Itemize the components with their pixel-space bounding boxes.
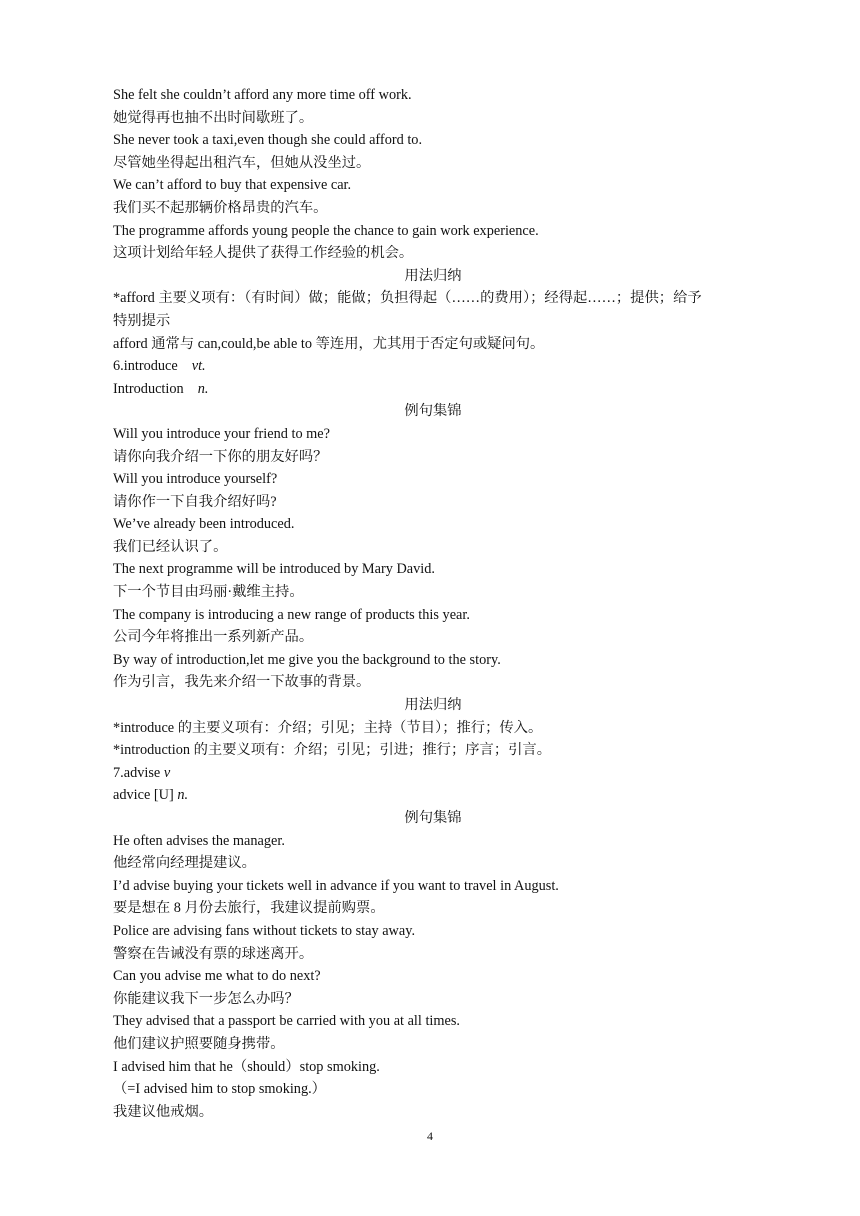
text-line: By way of introduction,let me give you the background to the story. xyxy=(113,651,501,668)
text-line: He often advises the manager. xyxy=(113,832,285,849)
part-of-speech: vt. xyxy=(191,358,206,375)
text-line: The programme affords young people the chance to gain work experience. xyxy=(113,222,539,239)
text-line: Can you advise me what to do next? xyxy=(113,968,321,985)
section-heading: 用法归纳 xyxy=(404,267,462,284)
section-heading: 用法归纳 xyxy=(404,697,462,714)
text-line: 他们建议护照要随身携带。 xyxy=(113,1035,285,1052)
text-line: 请你作一下自我介绍好吗? xyxy=(113,493,277,510)
text-line: *afford 主要义项有：（有时间）做；能做；负担得起（……的费用）；经得起……；提供；给予 xyxy=(113,290,702,307)
text-line: 特别提示 xyxy=(113,312,171,329)
headword: 7.advise xyxy=(113,764,164,781)
text-line: 警察在告诫没有票的球迷离开。 xyxy=(113,945,314,962)
entry-headword xyxy=(113,762,753,785)
section-heading: 例句集锦 xyxy=(404,403,462,420)
text-line: afford 通常与 can,could,be able to 等连用，尤其用于否定句或疑问句。 xyxy=(113,335,545,352)
text-line: 请你向我介绍一下你的朋友好吗？ xyxy=(113,448,328,465)
part-of-speech: v xyxy=(163,764,171,781)
headword: Introduction xyxy=(113,380,184,397)
text-line: *introduction 的主要义项有：介绍；引见；引进；推行；序言；引言。 xyxy=(113,742,552,759)
part-of-speech: n. xyxy=(197,380,209,397)
entry-headword xyxy=(113,784,753,807)
text-line: We can’t afford to buy that expensive car. xyxy=(113,177,352,194)
section-heading: 例句集锦 xyxy=(404,810,462,826)
text-line: 这项计划给年轻人提供了获得工作经验的机会。 xyxy=(113,245,414,262)
text-line: She never took a taxi,even though she could afford to. xyxy=(113,132,423,149)
text-line: I’d advise buying your tickets well in advance if you want to travel in August. xyxy=(113,877,559,894)
headword: advice [U] xyxy=(113,787,178,804)
page-number: 4 xyxy=(427,1129,433,1143)
text-line: She felt she couldn’t afford any more time off work. xyxy=(113,87,412,103)
text-line: 他经常向经理提建议。 xyxy=(113,855,256,872)
text-line: 要是想在 8 月份去旅行，我建议提前购票。 xyxy=(113,900,385,917)
text-line: 尽管她坐得起出租汽车，但她从没坐过。 xyxy=(113,154,371,171)
text-line: 作为引言，我先来介绍一下故事的背景。 xyxy=(113,674,371,691)
text-line: We’ve already been introduced. xyxy=(113,516,295,533)
text-line: 我们已经认识了。 xyxy=(113,538,228,555)
text-line: They advised that a passport be carried with you at all times. xyxy=(113,1013,460,1030)
text-line: Police are advising fans without tickets to stay away. xyxy=(113,922,416,939)
text-line: The next programme will be introduced by Mary David. xyxy=(113,561,435,578)
text-line: （=I advised him to stop smoking.） xyxy=(113,1081,326,1098)
entry-headword xyxy=(113,355,753,378)
text-line: 她觉得再也抽不出时间歇班了。 xyxy=(113,109,314,126)
text-line: 下一个节目由玛丽·戴维主持。 xyxy=(113,584,304,601)
document-body xyxy=(113,84,753,1123)
text-line: *introduce 的主要义项有：介绍；引见；主持（节目）；推行；传入。 xyxy=(113,719,543,736)
text-line: The company is introducing a new range of products this year. xyxy=(113,606,470,623)
text-line: 我建议他戒烟。 xyxy=(113,1103,214,1120)
headword: 6.introduce xyxy=(113,358,178,375)
text-line: Will you introduce your friend to me? xyxy=(113,425,330,442)
text-line: 你能建议我下一步怎么办吗？ xyxy=(113,990,299,1007)
text-line: 公司今年将推出一系列新产品。 xyxy=(113,629,314,646)
part-of-speech: n. xyxy=(177,787,189,804)
text-line: Will you introduce yourself? xyxy=(113,471,278,488)
text-line: 我们买不起那辆价格昂贵的汽车。 xyxy=(113,199,328,216)
entry-headword xyxy=(113,378,753,401)
text-line: I advised him that he（should）stop smoking. xyxy=(113,1058,380,1075)
